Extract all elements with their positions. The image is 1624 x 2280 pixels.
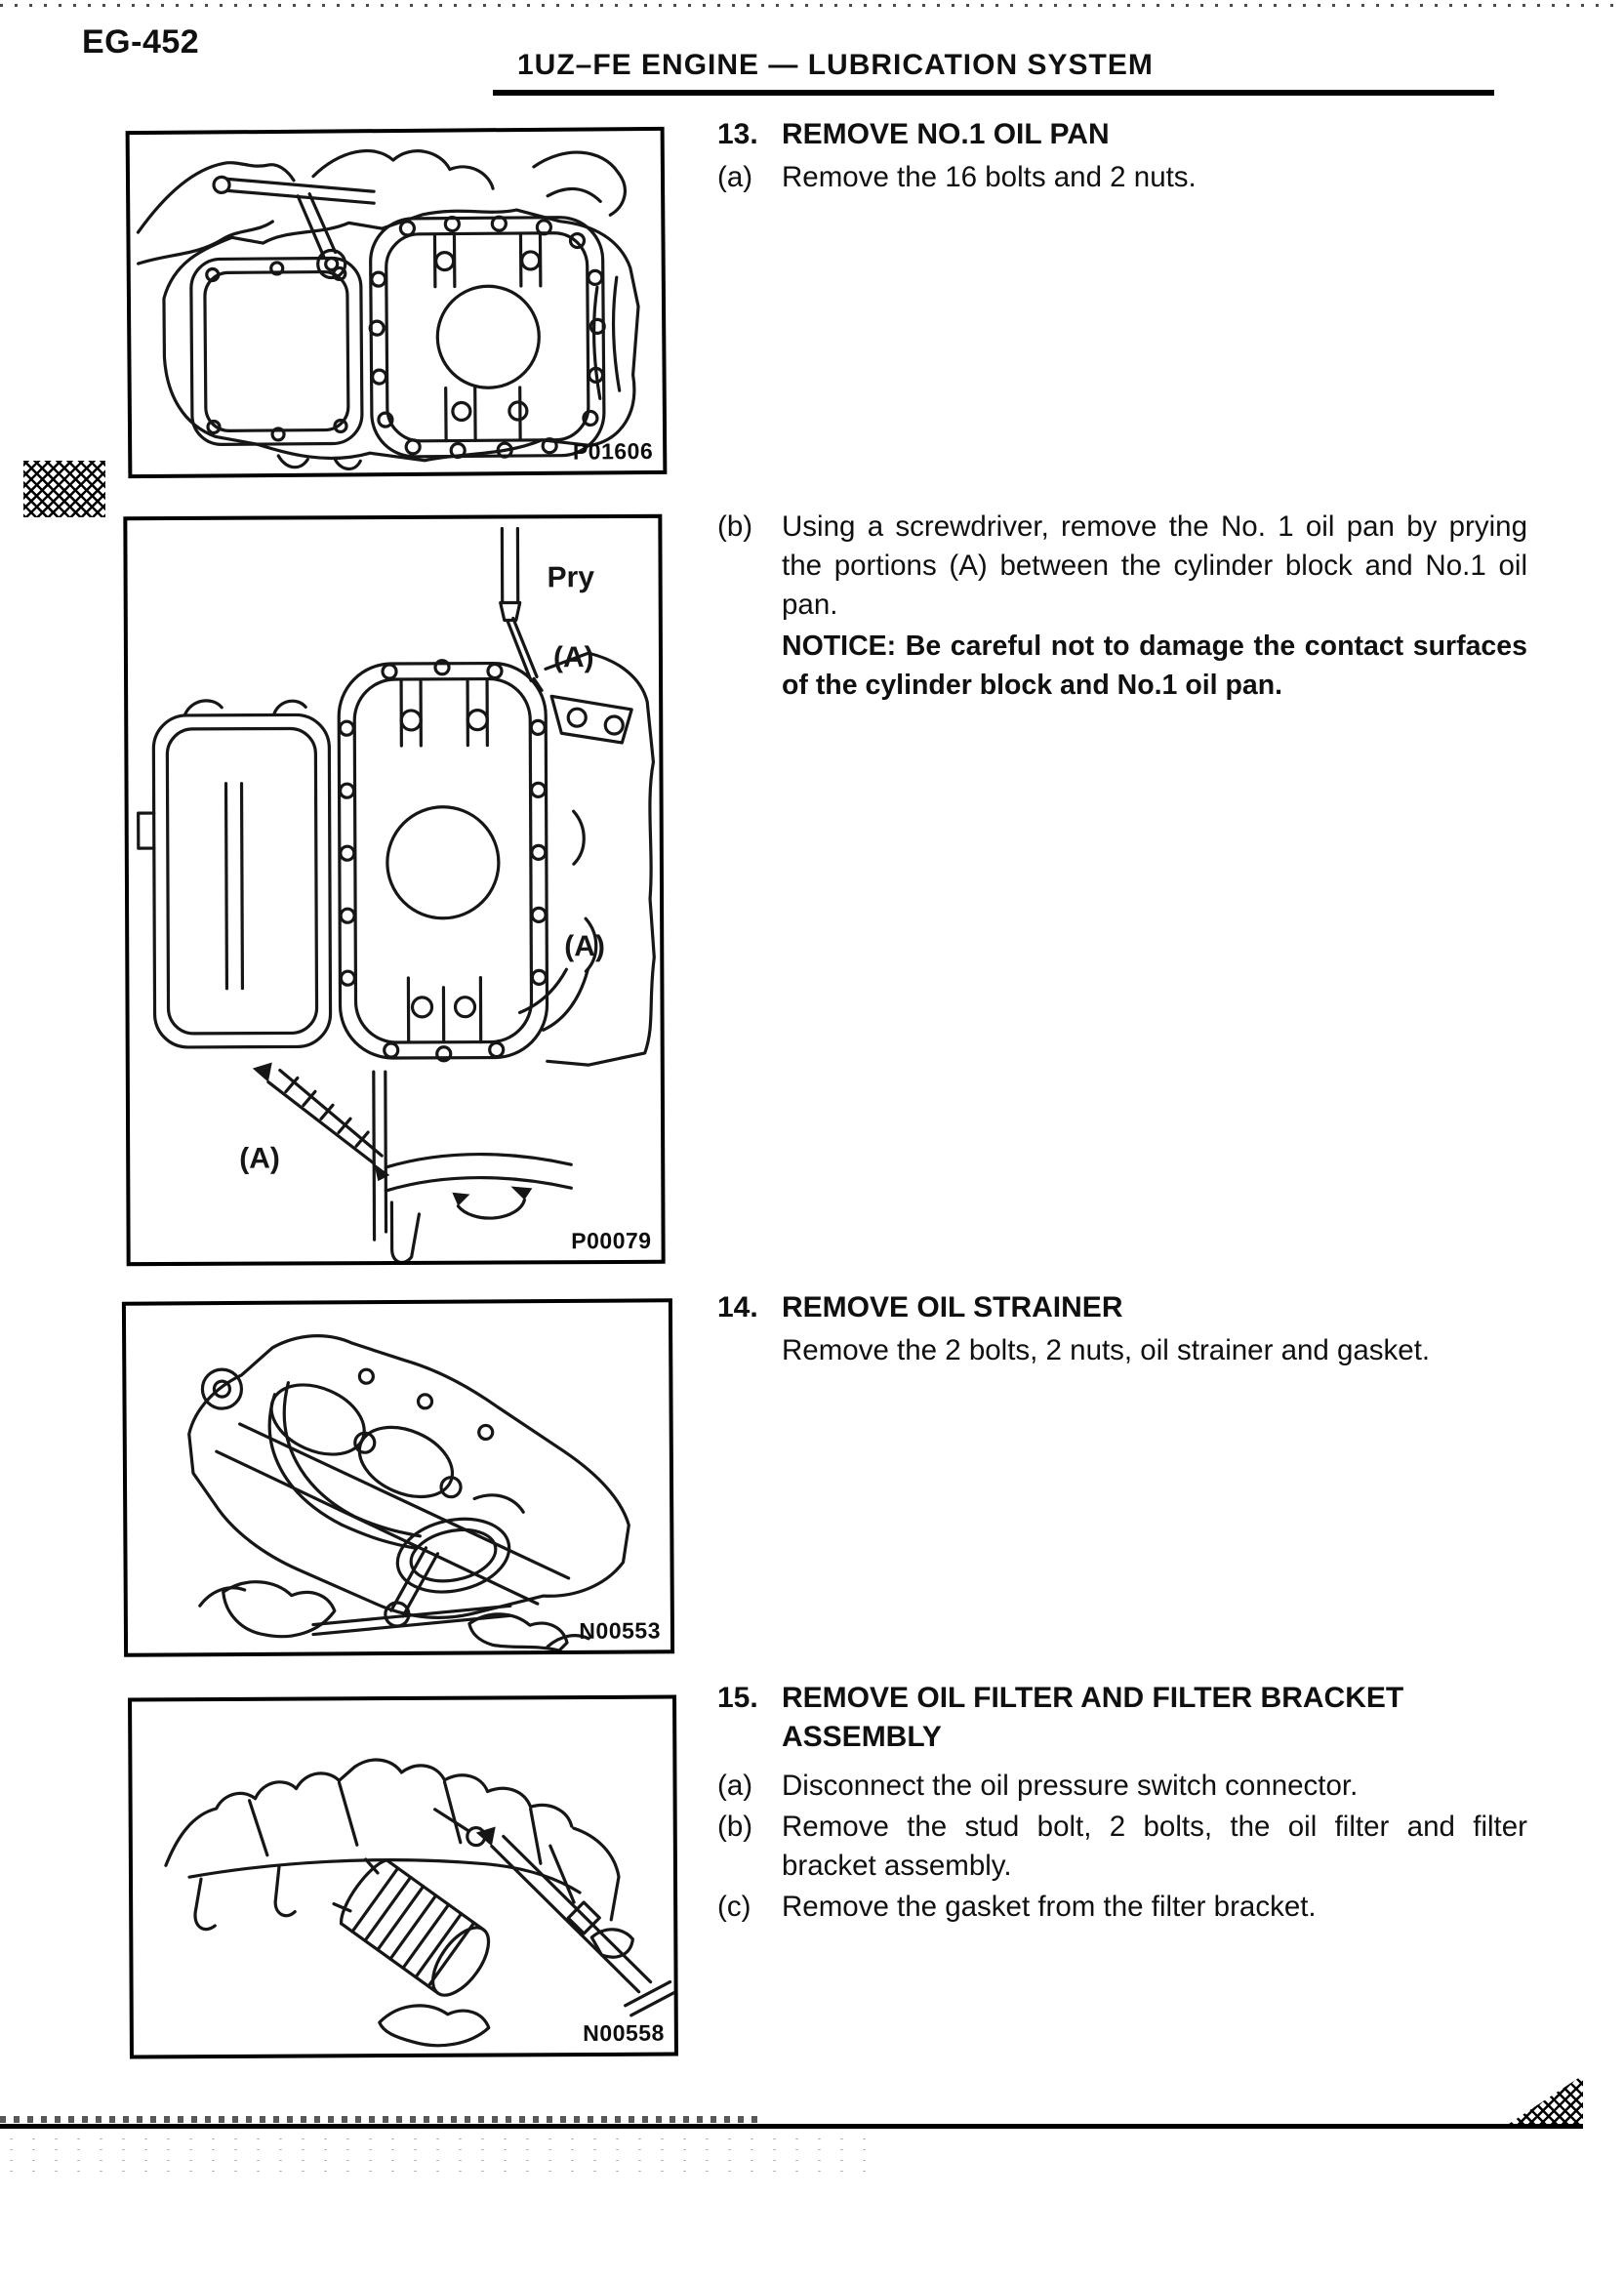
step-text: Remove the 2 bolts, 2 nuts, oil strainer and gasket. [782,1334,1431,1366]
section-number: 14. [717,1291,758,1323]
step-text: Remove the gasket from the filter bracket. [782,1891,1317,1923]
scan-noise-top [0,4,1624,7]
section-number: 15. [717,1682,758,1714]
scan-noise-bottom [0,2116,761,2123]
section-title: REMOVE NO.1 OIL PAN [782,118,1110,150]
page-number: EG-452 [82,23,200,61]
a-callout-mid: (A) [564,930,605,963]
section-14-heading [717,1288,1529,1327]
scan-rule-bottom [0,2124,1583,2129]
step-13b [717,508,1529,625]
header-rule [493,90,1494,96]
section-13-heading [717,115,1529,154]
step-text: Remove the stud bolt, 2 bolts, the oil filter and filter bracket assembly. [782,1811,1527,1882]
step-15b [717,1808,1529,1886]
scan-speckle [0,2134,878,2173]
figure2-drawing [127,518,661,1262]
binder-tab [23,461,105,517]
scan-wedge-bottom-right [1503,2075,1583,2128]
section-15 [717,1679,1529,1929]
step-13a [717,158,1529,197]
step-15c [717,1888,1529,1927]
step-14 [717,1331,1529,1370]
figure-code: N00553 [579,1617,662,1644]
step-text: Disconnect the oil pressure switch connector. [782,1770,1359,1802]
figure1-drawing [130,131,664,474]
figure-remove-oil-strainer [122,1298,674,1656]
pry-label: Pry [547,561,595,594]
step-label: (c) [717,1891,751,1923]
a-callout-inset: (A) [239,1142,280,1175]
section-title: REMOVE OIL STRAINER [782,1291,1123,1323]
figure-code: N00558 [583,2019,665,2047]
step-label [717,1331,782,1370]
figure-remove-oil-pan-bolts [126,127,668,478]
figure-code: P00079 [571,1227,652,1254]
a-callout-top: (A) [552,641,594,674]
step-label: (a) [717,1770,753,1802]
notice-text: NOTICE: Be careful not to damage the contact surfaces of the cylinder block and No.1 oil pan. [782,631,1527,701]
section-title: REMOVE OIL FILTER AND FILTER BRACKET ASSEMBLY [782,1682,1404,1753]
figure-remove-oil-filter [128,1695,678,2059]
step-label: (b) [717,510,753,543]
section-number: 13. [717,118,758,150]
step-label: (a) [717,161,753,193]
step-15a [717,1767,1529,1806]
step-label: (b) [717,1811,753,1843]
section-14 [717,1288,1529,1372]
section-13-step-b [717,508,1529,705]
figure3-drawing [126,1302,670,1652]
figure-pry-oil-pan [123,514,665,1266]
figure-code: P01606 [572,437,654,465]
figure4-drawing [132,1699,674,2056]
step-text: Using a screwdriver, remove the No. 1 oil pan by prying the portions (A) between the cylinder block and No.1 oil pan. [782,510,1527,621]
header-title: 1UZ–FE ENGINE — LUBRICATION SYSTEM [517,49,1154,81]
section-13 [717,115,1529,199]
section-15-heading [717,1679,1529,1757]
step-text: Remove the 16 bolts and 2 nuts. [782,161,1197,193]
